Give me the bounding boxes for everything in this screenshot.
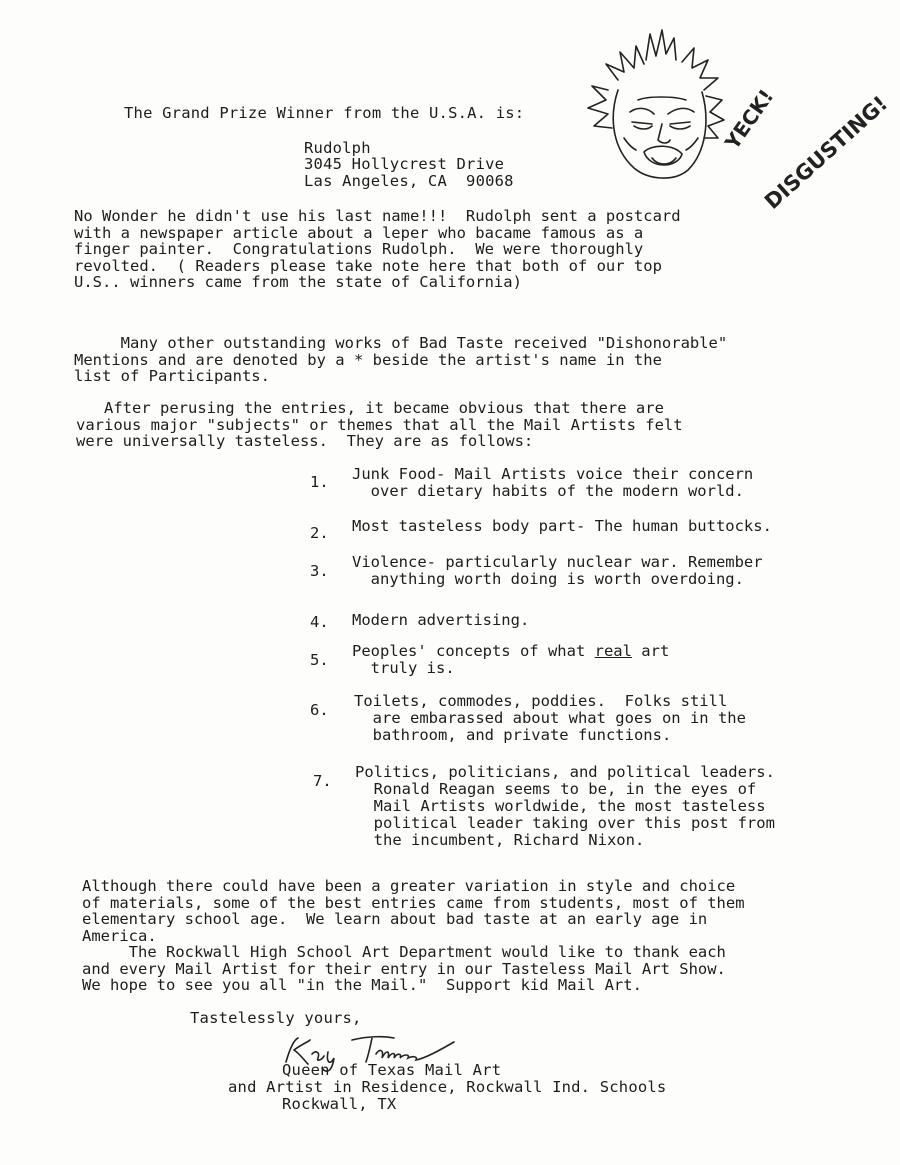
- list-number: 2.: [310, 524, 329, 542]
- paragraph-line: of materials, some of the best entries came from students, most of them: [82, 893, 745, 912]
- list-item-line: over dietary habits of the modern world.: [352, 482, 744, 500]
- list-item-real-art: [352, 643, 669, 677]
- paragraph-line: After perusing the entries, it became obvious that there are: [76, 399, 664, 417]
- winner-intro: The Grand Prize Winner from the U.S.A. is:: [124, 104, 525, 122]
- paragraph-line: revolted. ( Readers please take note here that both of our top: [74, 256, 662, 275]
- paragraph-line: and every Mail Artist for their entry in our Tasteless Mail Art Show.: [82, 959, 726, 978]
- list-item-text: art: [631, 642, 670, 660]
- paragraph-line: We hope to see you all "in the Mail." Support kid Mail Art.: [82, 976, 642, 994]
- paragraph-closing: [82, 878, 745, 994]
- address-line-2: Las Angeles, CA 90068: [304, 172, 514, 190]
- list-item-line: Toilets, commodes, poddies. Folks still: [354, 692, 728, 710]
- title-line-3: Rockwall, TX: [282, 1095, 397, 1113]
- list-number: 3.: [310, 562, 329, 580]
- list-number: 4.: [310, 613, 329, 631]
- list-item-line: are embarassed about what goes on in the: [354, 709, 746, 727]
- list-item-line: Modern advertising.: [352, 611, 530, 629]
- list-item-line: Politics, politicians, and political leaders.: [355, 763, 775, 781]
- list-item-line: Most tasteless body part- The human buttocks.: [352, 517, 772, 535]
- list-item-line: Junk Food- Mail Artists voice their concern: [352, 465, 754, 483]
- list-item-junk-food: [352, 466, 753, 500]
- paragraph-rudolph: [74, 208, 681, 291]
- yeck-annotation: YECK!: [720, 84, 779, 154]
- list-item-line: Mail Artists worldwide, the most tasteless: [355, 797, 766, 815]
- paragraph-line: Although there could have been a greater variation in style and choice: [82, 877, 736, 895]
- disgusting-annotation: DISGUSTING!: [760, 91, 893, 214]
- underlined-word: real: [594, 642, 632, 660]
- address-line-1: 3045 Hollycrest Drive: [304, 155, 505, 173]
- list-item-text: Peoples' concepts of what: [352, 642, 595, 660]
- paragraph-line: Mentions and are denoted by a * beside the artist's name in the: [74, 350, 662, 369]
- title-line-2: and Artist in Residence, Rockwall Ind. Schools: [228, 1078, 667, 1096]
- paragraph-line: elementary school age. We learn about bad taste at an early age in: [82, 910, 708, 928]
- paragraph-line: with a newspaper article about a leper who bacame famous as a: [74, 223, 644, 242]
- list-item-body-part: [352, 518, 772, 535]
- list-item-line: the incumbent, Richard Nixon.: [355, 831, 645, 849]
- list-item-politics: [355, 764, 775, 849]
- list-item-line: [352, 643, 669, 660]
- list-number: 1.: [310, 473, 329, 491]
- title-line-1: Queen of Texas Mail Art: [282, 1061, 502, 1079]
- list-item-line: political leader taking over this post from: [355, 814, 775, 832]
- list-number: 5.: [310, 651, 329, 669]
- list-number: 6.: [310, 701, 329, 719]
- list-item-advertising: [352, 612, 529, 629]
- winner-name: Rudolph: [304, 139, 371, 157]
- paragraph-line: various major "subjects" or themes that all the Mail Artists felt: [76, 415, 683, 434]
- paragraph-line: America.: [82, 926, 157, 945]
- paragraph-line: Many other outstanding works of Bad Taste received "Dishonorable": [74, 334, 728, 352]
- list-item-line: anything worth doing is worth overdoing.: [352, 570, 744, 588]
- paragraph-line: No Wonder he didn't use his last name!!! Rudolph sent a postcard: [74, 207, 681, 225]
- disgusted-face-drawing: [578, 20, 738, 195]
- paragraph-dishonorable: [74, 335, 727, 385]
- paragraph-line: were universally tasteless. They are as follows:: [76, 432, 534, 450]
- list-item-line: Ronald Reagan seems to be, in the eyes of: [355, 780, 757, 798]
- list-item-toilets: [354, 693, 746, 744]
- paragraph-line: The Rockwall High School Art Department would like to thank each: [82, 943, 726, 961]
- paragraph-line: list of Participants.: [74, 367, 270, 385]
- list-number: 7.: [313, 772, 332, 790]
- list-item-line: truly is.: [352, 659, 455, 677]
- paragraph-line: finger painter. Congratulations Rudolph. We were thoroughly: [74, 240, 644, 258]
- list-item-line: bathroom, and private functions.: [354, 726, 672, 744]
- list-item-line: Violence- particularly nuclear war. Remember: [352, 553, 763, 571]
- paragraph-line: U.S.. winners came from the state of California): [74, 273, 522, 291]
- paragraph-themes: [76, 400, 683, 450]
- salutation: Tastelessly yours,: [190, 1009, 362, 1027]
- list-item-violence: [352, 554, 763, 588]
